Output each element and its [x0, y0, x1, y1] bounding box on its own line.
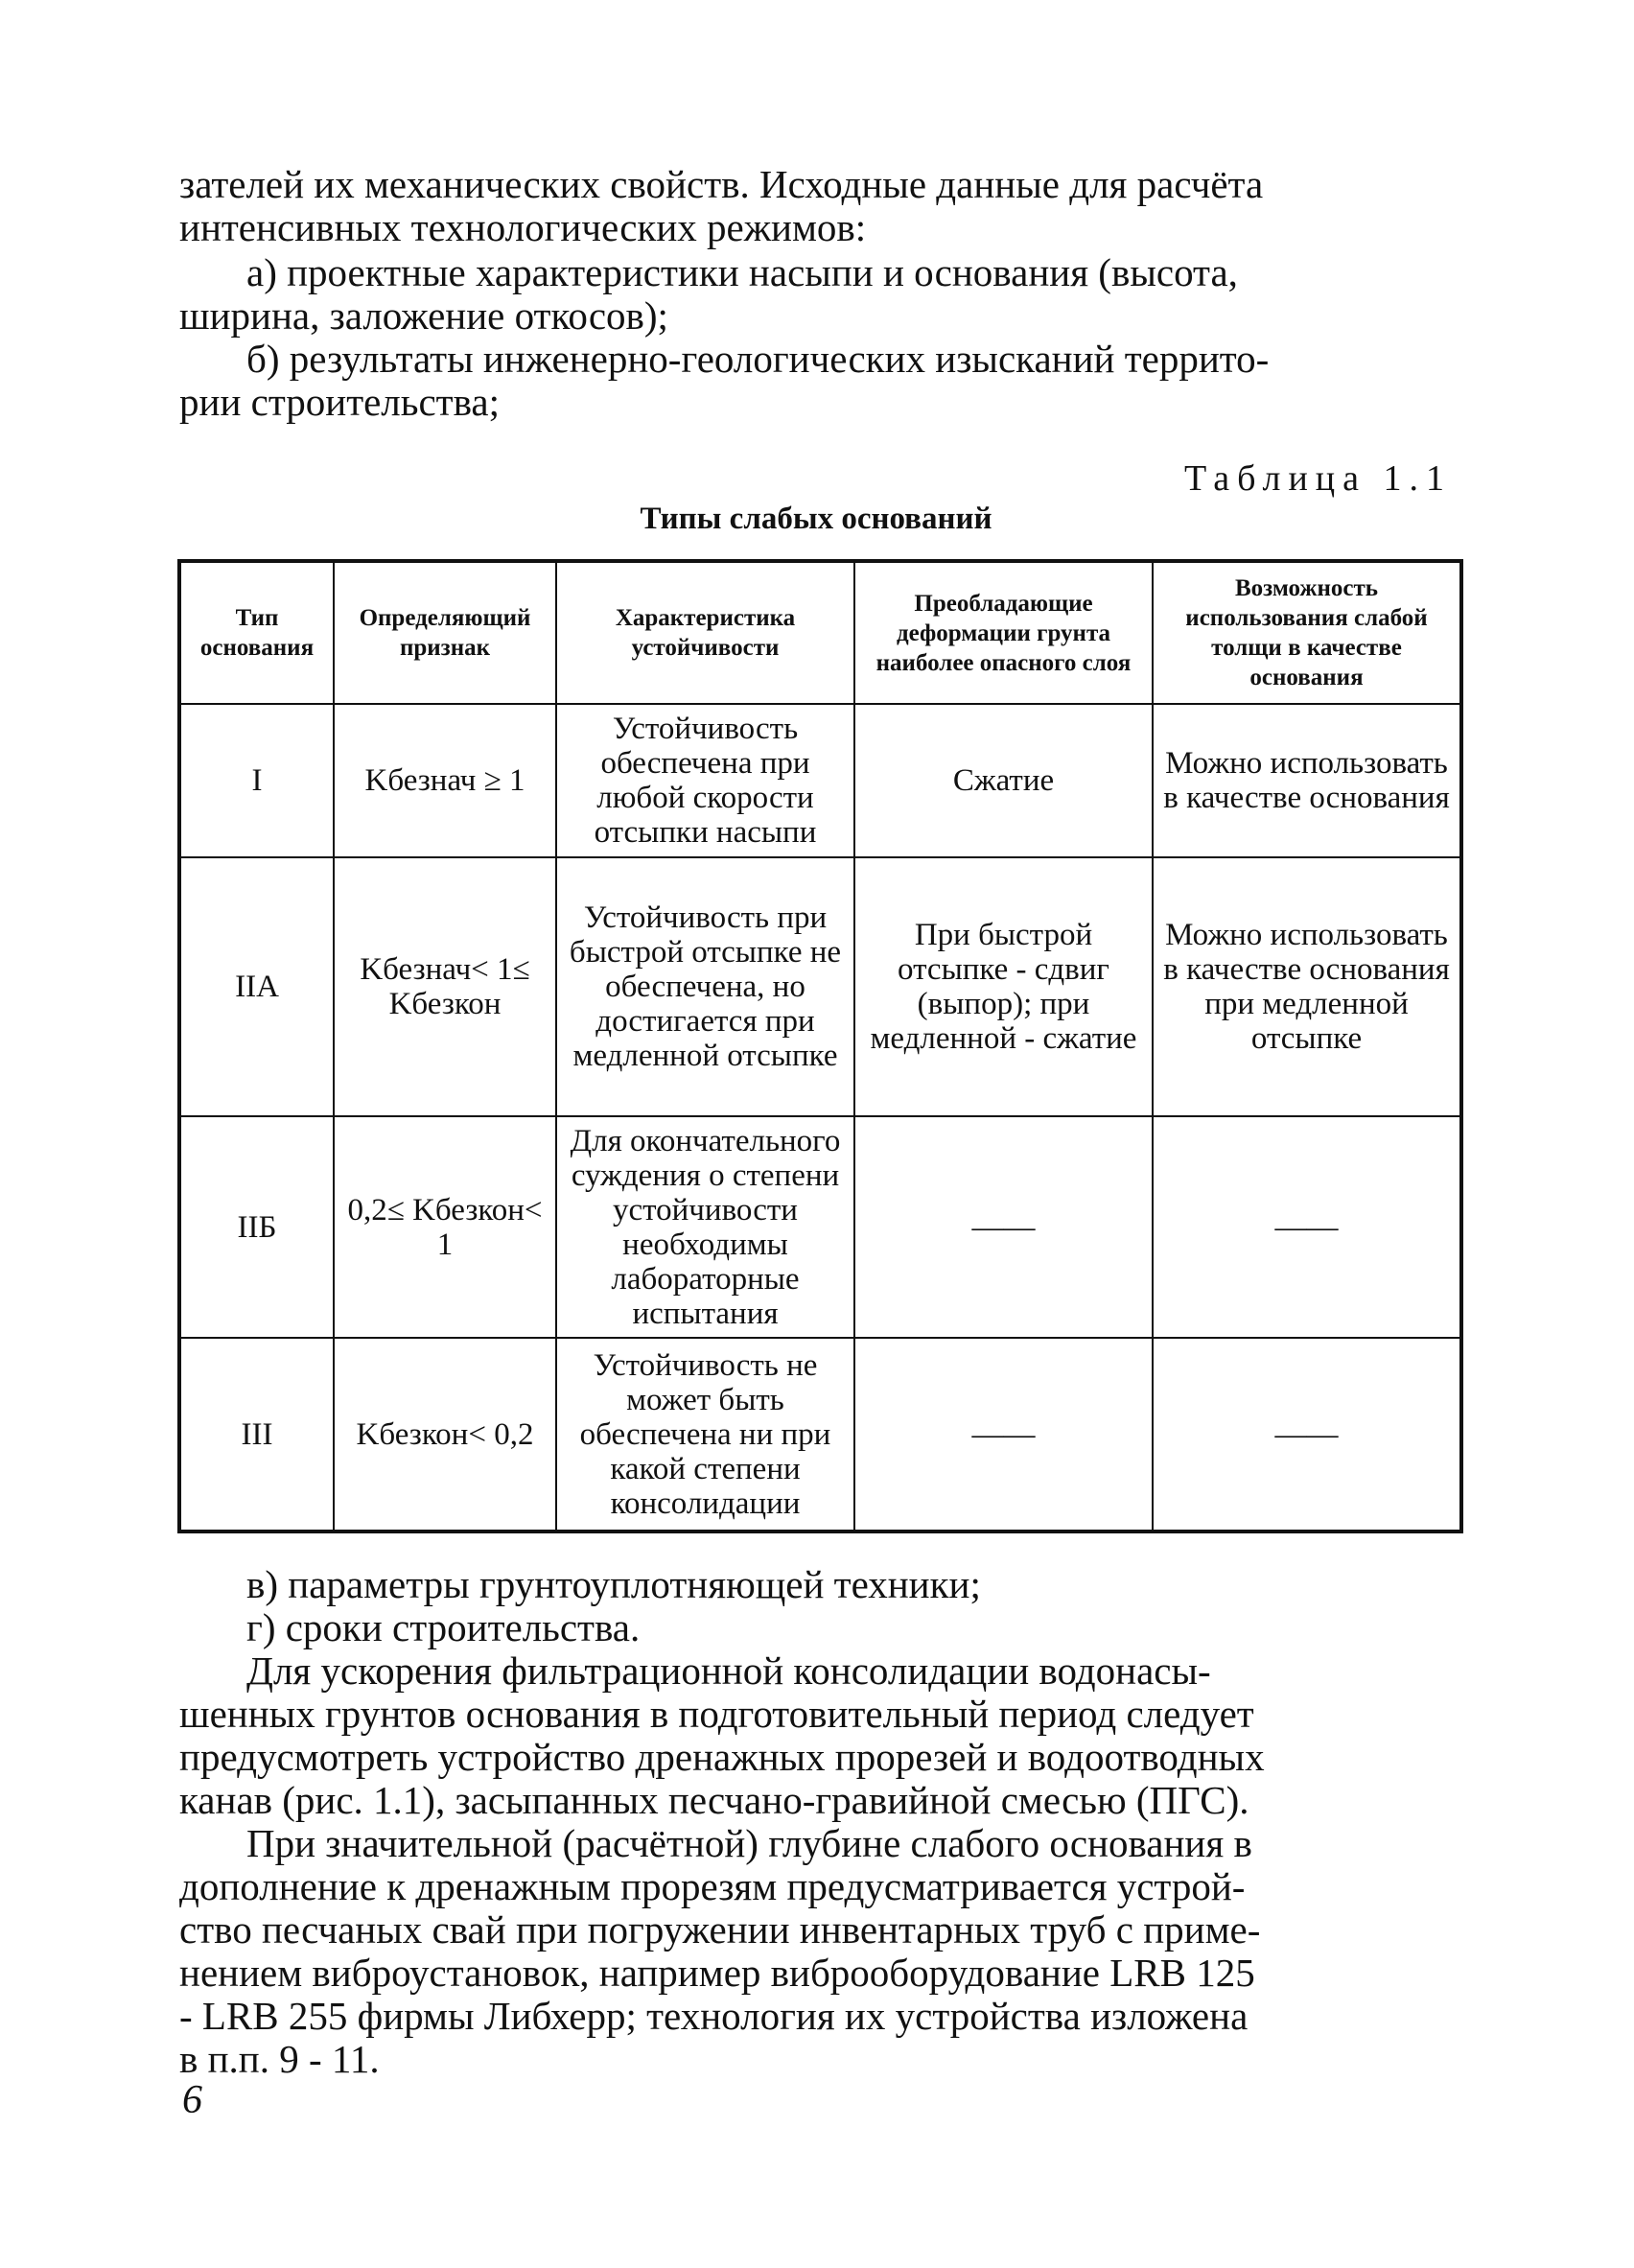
- table-title: Типы слабых оснований: [640, 502, 992, 536]
- cell-deformation: ——: [854, 1116, 1153, 1338]
- page-number: 6: [182, 2078, 202, 2122]
- header-usability: Возможность использования слабой толщи в качестве основания: [1153, 561, 1461, 704]
- text-line: предусмотреть устройство дренажных прорезей и водоотводных: [179, 1735, 1265, 1779]
- text-line: рии строительства;: [179, 380, 500, 424]
- text-line: ширина, заложение откосов);: [179, 293, 668, 338]
- text-line: канав (рис. 1.1), засыпанных песчано-гравийной смесью (ПГС).: [179, 1778, 1249, 1822]
- text-line: - LRB 255 фирмы Либхерр; технология их устройства изложена: [179, 1994, 1249, 2038]
- table-row: [179, 857, 1461, 1116]
- text-line: ство песчаных свай при погружении инвентарных труб с приме-: [179, 1907, 1261, 1952]
- paragraph-consolidation: [179, 1649, 1453, 1822]
- header-deformation: Преобладающие деформации грунта наиболее опасного слоя: [854, 561, 1153, 704]
- paragraph-item-b: [179, 338, 1453, 424]
- cell-usability: Можно использовать в качестве основания: [1153, 704, 1461, 857]
- header-stability: Характеристика устойчивости: [556, 561, 854, 704]
- text-line: в п.п. 9 - 11.: [179, 2037, 380, 2081]
- cell-stability: Устойчивость обеспечена при любой скорости отсыпки насыпи: [556, 704, 854, 857]
- text-line: б) результаты инженерно-геологических изысканий террито-: [246, 337, 1270, 381]
- cell-stability: Для окончательного суждения о степени устойчивости необходимы лабораторные испытания: [556, 1116, 854, 1338]
- cell-usability: Можно использовать в качестве основания при медленной отсыпке: [1153, 857, 1461, 1116]
- cell-stability: Устойчивость не может быть обеспечена ни при какой степени консолидации: [556, 1338, 854, 1531]
- header-type: Тип основания: [179, 561, 334, 704]
- text-line: в) параметры грунтоуплотняющей техники;: [246, 1562, 981, 1606]
- cell-type: IIА: [179, 857, 334, 1116]
- cell-usability: ——: [1153, 1116, 1461, 1338]
- text-line: дополнение к дренажным прорезям предусматривается устрой-: [179, 1864, 1246, 1908]
- cell-criterion: 0,2≤ Kбезкон< 1: [334, 1116, 556, 1338]
- cell-type: III: [179, 1338, 334, 1531]
- table-row: [179, 1116, 1461, 1338]
- cell-deformation: Сжатие: [854, 704, 1153, 857]
- cell-criterion: Kбезнач< 1≤ Kбезкон: [334, 857, 556, 1116]
- cell-deformation: ——: [854, 1338, 1153, 1531]
- text-line: нением виброустановок, например виброоборудование LRB 125: [179, 1951, 1255, 1995]
- text-line: Для ускорения фильтрационной консолидации водонасы-: [246, 1648, 1211, 1693]
- table-row: [179, 1338, 1461, 1531]
- text-line: зателей их механических свойств. Исходные данные для расчёта: [179, 162, 1264, 206]
- text-line: шенных грунтов основания в подготовительный период следует: [179, 1692, 1254, 1736]
- cell-type: I: [179, 704, 334, 857]
- cell-usability: ——: [1153, 1338, 1461, 1531]
- text-line: г) сроки строительства.: [246, 1605, 641, 1649]
- soft-foundations-table: [177, 559, 1463, 1533]
- paragraph-item-g: [179, 1606, 1453, 1649]
- cell-criterion: Kбезкон< 0,2: [334, 1338, 556, 1531]
- table-label: Таблица 1.1: [1183, 458, 1452, 499]
- text-line: интенсивных технологических режимов:: [179, 205, 867, 249]
- paragraph-item-v: [179, 1563, 1453, 1606]
- text-line: а) проектные характеристики насыпи и основания (высота,: [246, 250, 1238, 294]
- cell-type: IIБ: [179, 1116, 334, 1338]
- header-criterion: Определяющий признак: [334, 561, 556, 704]
- paragraph-intro: [179, 163, 1453, 249]
- cell-stability: Устойчивость при быстрой отсыпке не обеспечена, но достигается при медленной отсыпке: [556, 857, 854, 1116]
- cell-criterion: Kбезнач ≥ 1: [334, 704, 556, 857]
- paragraph-item-a: [179, 251, 1453, 338]
- paragraph-sand-piles: [179, 1822, 1453, 2081]
- text-line: При значительной (расчётной) глубине слабого основания в: [246, 1821, 1252, 1865]
- cell-deformation: При быстрой отсыпке - сдвиг (выпор); при медленной - сжатие: [854, 857, 1153, 1116]
- table-row: [179, 704, 1461, 857]
